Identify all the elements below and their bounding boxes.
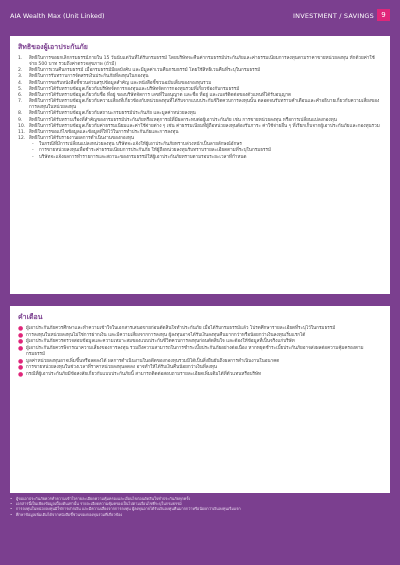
item-number: 10.	[18, 123, 26, 129]
item-number: 5.	[18, 86, 23, 92]
note-text: การขายหน่วยลงทุนในช่วงเวลาที่ราคาหน่วยลงทุนลดลง อาจทำให้ได้รับเงินคืนน้อยกว่าเงินที่ลงทุน	[26, 365, 217, 371]
list-item	[18, 99, 382, 111]
footnotes	[10, 496, 390, 517]
list-item	[18, 365, 382, 371]
list-item	[18, 339, 382, 345]
item-text: สิทธิในการได้รับทราบข้อมูลเกี่ยวกับชื่อ ที่อยู่ ของบริษัทจัดการ เลขที่ใบอนุญาต และชื่อ ที่อยู่ และเบอร์ติดต่อของตัวแทนที่ได้รับอนุญาต	[29, 92, 292, 98]
item-text: สิทธิในการได้รับทราบข้อมูลเกี่ยวกับค่าธรรมเนียมและค่าใช้จ่ายต่าง ๆ เช่น ค่าธรรมเนียมที่ผู้ถือหน่วยลงทุนต้องรับภาระ ค่าใช้จ่ายอื่น ๆ ที่เรียกเก็บจากผู้เอาประกันภัยและกองทุนรวม	[29, 123, 380, 129]
bullet-icon: ●	[18, 371, 24, 379]
footnote-item: • ผู้ขอเอาประกันภัยควรทำความเข้าใจรายละเอียดความคุ้มครองและเงื่อนไขก่อนตัดสินใจทำประกันภัยทุกครั้ง	[10, 496, 191, 501]
bullet-icon: ●	[18, 344, 24, 352]
item-text: สิทธิในการขอยกเลิกกรมธรรม์ภายใน 15 วันนับแต่วันที่ได้รับกรมธรรม์ โดยบริษัทจะคืนค่ากรมธรรม์ประกันภัยและค่าธรรมเนียมการลงทุนตามราคาขายหน่วยลงทุน หักด้วยค่าใช้จ่าย 500 บาท รวมถึงค่าตรวจสุขภาพ (ถ้ามี)	[29, 56, 375, 68]
footnote-item: • เอกสารนี้เป็นเพียงข้อมูลเบื้องต้นเท่านั้น รายละเอียดความคุ้มครองเป็นไปตามเงื่อนไขที่ระบุในกรมธรรม์	[10, 501, 182, 507]
note-text: ผู้เอาประกันภัยควรศึกษาและทำความเข้าใจในเอกสารเสนอขายก่อนตัดสินใจทำประกันภัย เมื่อได้รับกรมธรรม์แล้ว โปรดศึกษารายละเอียดที่ระบุไว้ในกรมธรรม์	[26, 326, 336, 331]
item-number: 6.	[18, 92, 23, 98]
bullet-icon: ●	[18, 364, 24, 372]
item-text: สิทธิในการได้รับรายงานผลการดำเนินงานของกองทุน	[29, 136, 135, 142]
page-header	[0, 0, 400, 30]
section-label: INVESTMENT / SAVINGS	[293, 12, 374, 20]
sub-list-item: - การขายหน่วยลงทุนเพื่อชำระค่าธรรมเนียมการประกันภัย ให้ผู้ถือหน่วยลงทุนรับทราบรายละเอียดตามที่ระบุในกรมธรรม์	[32, 148, 271, 154]
item-number: 11.	[18, 129, 26, 135]
page-number-badge: 9	[377, 9, 390, 21]
list-item	[18, 346, 382, 358]
sub-item-text: ในกรณีที่มีการเปลี่ยนแปลงหน่วยลงทุน บริษัทจะแจ้งให้ผู้เอาประกันภัยทราบล่วงหน้าเป็นลายลักษณ์อักษร	[39, 142, 242, 148]
item-text: สิทธิในการได้รับทราบข้อมูลเกี่ยวกับสถานะกรมธรรม์ประกันภัย และมูลค่าหน่วยลงทุน	[29, 111, 196, 117]
rights-title: สิทธิของผู้เอาประกันภัย	[18, 43, 88, 51]
notes-title: คำเตือน	[18, 313, 43, 321]
note-text: การลงทุนในหน่วยลงทุนไม่ใช่การฝากเงิน และมีความเสี่ยงจากการลงทุน ผู้ลงทุนอาจได้รับเงินลงทุนคืนมากกว่าหรือน้อยกว่าเงินลงทุนเริ่มแรกได้	[26, 332, 306, 338]
bullet-icon: ●	[18, 331, 24, 339]
item-text: สิทธิในการขอแก้ไขข้อมูลและข้อมูลที่ให้ไว้ในการทำประกันภัยและการลงทุน	[29, 129, 179, 135]
note-text: ผู้เอาประกันภัยควรตรวจสอบข้อมูลและความเหมาะสมของแบบประกันชีวิตควบการลงทุนก่อนตัดสินใจ และต้องให้ข้อมูลที่เป็นจริงแก่บริษัท	[26, 339, 295, 345]
rights-panel	[10, 36, 390, 294]
list-item	[18, 359, 382, 365]
footnote-text: เอกสารนี้เป็นเพียงข้อมูลเบื้องต้นเท่านั้น รายละเอียดความคุ้มครองเป็นไปตามเงื่อนไขที่ระบุในกรมธรรม์	[16, 501, 182, 507]
footnote-item: • ศึกษาข้อมูลเพิ่มเติมได้จากหนังสือชี้ชวนของกองทุนรวมที่เกี่ยวข้อง	[10, 511, 123, 517]
item-text: สิทธิในการรับทราบการจัดสรรเงินประกันภัยที่ลงทุนในกองทุน	[29, 74, 149, 80]
item-number: 2.	[18, 68, 23, 74]
sub-list-item: - บริษัทจะแจ้งผลการทำรายการและสถานะของกรมธรรม์ให้ผู้เอาประกันภัยทราบตามรอบระยะเวลาที่กำหนด	[32, 154, 247, 160]
item-text: สิทธิในการเวนคืนกรมธรรม์ เมื่อกรมธรรม์มีผลบังคับ และมีมูลค่าเวนคืนกรมธรรม์ โดยใช้สิทธิเวนคืนที่ระบุในกรมธรรม์	[29, 68, 261, 74]
sub-item-text: บริษัทจะแจ้งผลการทำรายการและสถานะของกรมธรรม์ให้ผู้เอาประกันภัยทราบตามรอบระยะเวลาที่กำหนด	[39, 154, 247, 160]
footnote-text: การลงทุนในหน่วยลงทุนมิใช่การฝากเงิน และมีความเสี่ยงจากการลงทุน ผู้ลงทุนอาจได้รับเงินลงทุนคืนมากกว่าหรือน้อยกว่าเงินลงทุนเริ่มแรก	[16, 506, 241, 512]
footnote-item: • การลงทุนในหน่วยลงทุนมิใช่การฝากเงิน และมีความเสี่ยงจากการลงทุน ผู้ลงทุนอาจได้รับเงินลงทุนคืนมากกว่าหรือน้อยกว่าเงินลงทุนเริ่มแรก	[10, 506, 241, 512]
item-number: 1.	[18, 56, 23, 61]
list-item	[18, 56, 382, 68]
sub-list-item: - ในกรณีที่มีการเปลี่ยนแปลงหน่วยลงทุน บริษัทจะแจ้งให้ผู้เอาประกันภัยทราบล่วงหน้าเป็นลายลักษณ์อักษร	[32, 142, 242, 148]
rights-list	[18, 56, 382, 142]
note-text: มูลค่าหน่วยลงทุนอาจเพิ่มขึ้นหรือลดลงได้ ผลการดำเนินงานในอดีตของกองทุนรวมมิได้เป็นสิ่งยืนยันถึงผลการดำเนินงานในอนาคต	[26, 358, 280, 364]
item-number: 12.	[18, 136, 26, 142]
brand-title: AIA Wealth Max (Unit Linked)	[10, 12, 105, 20]
bullet-icon: ●	[18, 325, 24, 332]
footnote-text: ศึกษาข้อมูลเพิ่มเติมได้จากหนังสือชี้ชวนของกองทุนรวมที่เกี่ยวข้อง	[16, 511, 123, 517]
item-text: สิทธิในการได้รับทราบเรื่องที่สำคัญของกรมธรรม์ประกันภัยหรือเหตุการณ์ที่มีผลกระทบต่อผู้เอาประกันภัย เช่น การขายหน่วยลงทุน หรือการเปลี่ยนแปลงกองทุน	[29, 117, 337, 123]
item-number: 9.	[18, 117, 23, 123]
notes-panel	[10, 306, 390, 493]
rights-sub-list	[18, 142, 382, 160]
list-item	[18, 372, 382, 378]
notes-list	[18, 326, 382, 378]
item-text: สิทธิในการได้รับทราบข้อมูลเกี่ยวกับความเสี่ยงที่เกี่ยวข้องกับหน่วยลงทุนที่ได้รับจากแบบประกันชีวิตควบการลงทุนนั้น ตลอดจนรับทราบคำเตือนและคำอธิบายเกี่ยวกับความเสี่ยงของการลงทุนในหน่วยลงทุน	[29, 99, 380, 111]
list-item	[18, 326, 382, 332]
item-text: สิทธิในการขอรับหนังสือชี้ชวนส่วนสรุปข้อมูลสำคัญ และหนังสือชี้ชวนฉบับเต็มของกองทุนรวม	[29, 80, 212, 86]
list-item	[18, 333, 382, 339]
footnote-text: ผู้ขอเอาประกันภัยควรทำความเข้าใจรายละเอียดความคุ้มครองและเงื่อนไขก่อนตัดสินใจทำประกันภัยทุกครั้ง	[16, 496, 191, 501]
item-number: 8.	[18, 111, 23, 117]
bullet-icon: ●	[18, 357, 24, 365]
bullet-icon: ●	[18, 338, 24, 346]
note-text: กรณีที่ผู้เอาประกันภัยมีข้อสงสัยเกี่ยวกับแบบประกันภัยนี้ สามารถติดต่อสอบถามรายละเอียดเพิ่มเติมได้ที่ตัวแทนหรือบริษัท	[26, 372, 262, 378]
note-text: ผู้เอาประกันภัยควรพิจารณาความเสี่ยงของการลงทุน รวมถึงความสามารถในการชำระเบี้ยประกันภัยอย่างต่อเนื่อง หากหยุดชำระเบี้ยประกันภัยอาจส่งผลต่อความคุ้มครองตามกรมธรรม์	[26, 345, 364, 358]
item-number: 7.	[18, 99, 23, 105]
item-text: สิทธิในการได้รับทราบข้อมูลเกี่ยวกับบริษัทจัดการกองทุนและบริษัทจัดการกองทุนรวมที่เกี่ยวข้องกับกรมธรรม์	[29, 86, 240, 92]
item-number: 3.	[18, 74, 23, 80]
sub-item-text: การขายหน่วยลงทุนเพื่อชำระค่าธรรมเนียมการประกันภัย ให้ผู้ถือหน่วยลงทุนรับทราบรายละเอียดตามที่ระบุในกรมธรรม์	[39, 148, 271, 154]
item-number: 4.	[18, 80, 23, 86]
